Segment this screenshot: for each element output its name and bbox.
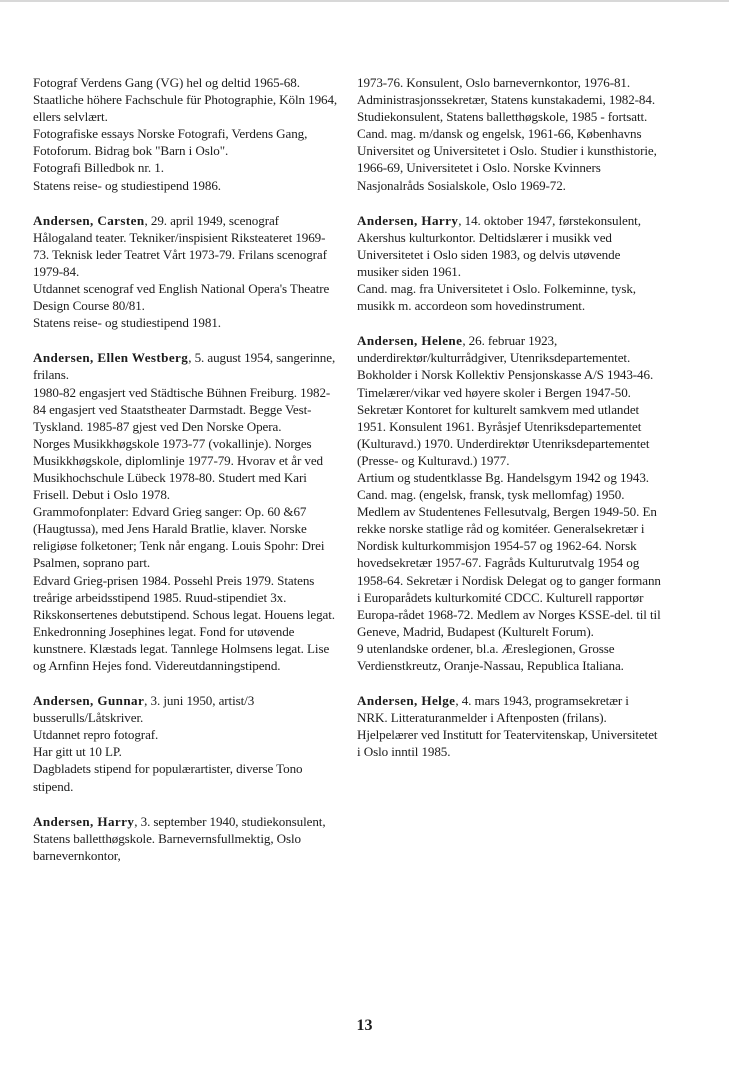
entry-andersen-carsten (33, 212, 338, 332)
entry-andersen-gunnar (33, 692, 338, 795)
entry-line: Statens reise- og studiestipend 1981. (33, 315, 221, 331)
entry-heading (357, 212, 662, 280)
entry-intro: , 4. mars 1943, programsekretær i NRK. Litteraturanmelder i Aftenposten (frilans). (357, 693, 629, 726)
entry-line: 1980-82 engasjert ved Städtische Bühnen Freiburg. 1982-84 engasjert ved Staatstheater Darmstadt. Begge Vest-Tyskland. 1985-87 gjest ved Den Norske Opera. (33, 384, 331, 434)
entry-heading (33, 813, 338, 864)
entry-line: Hjelpelærer ved Institutt for Teatervitenskap, Universitetet i Oslo inntil 1985. (357, 727, 658, 760)
entry-name: Andersen, Ellen Westberg (33, 350, 189, 366)
entry-line: 9 utenlandske ordener, bl.a. Æreslegionen, Grosse Verdienstkreutz, Oranje-Nassau, Republica Italiana. (357, 640, 624, 673)
entry-andersen-helene (357, 332, 662, 674)
entry-intro: , 3. september 1940, studiekonsulent, Statens balletthøgskole. Barnevernsfullmektig, Oslo barnevernkontor, (33, 813, 326, 863)
entry-line: Artium og studentklasse Bg. Handelsgym 1942 og 1943. Cand. mag. (engelsk, fransk, tysk mellomfag) 1950. (357, 469, 649, 503)
entry-heading (33, 212, 338, 280)
entry-line: Har gitt ut 10 LP. (33, 744, 122, 760)
entry-line: Dagbladets stipend for populærartister, diverse Tono stipend. (33, 761, 303, 794)
entry-line: Utdannet repro fotograf. (33, 727, 159, 743)
entry-andersen-helge (357, 692, 662, 760)
entry-heading (357, 332, 662, 366)
entry-line: Staatliche höhere Fachschule für Photographie, Köln 1964, ellers selvlært. (33, 92, 338, 125)
entry-line: Norges Musikkhøgskole 1973-77 (vokallinje). Norges Musikkhøgskole, diplomlinje 1977-79. Hvorav et år ved Musikhochschule Lübeck 1978-80. Studert med Kari Frisell. Debut i Oslo 1978. (33, 435, 323, 503)
entry-line: Cand. mag. fra Universitetet i Oslo. Folkeminne, tysk, musikk m. accordeon som hovedinstrument. (357, 281, 636, 314)
entry-line: 1973-76. Konsulent, Oslo barnevernkontor, 1976-81. Administrasjonssekretær, Statens kunstakademi, 1982-84. Studiekonsulent, Statens balletthøgskole, 1985 - fortsatt. (357, 75, 656, 125)
entry-line: Medlem av Studentenes Fellesutvalg, Bergen 1949-50. En rekke norske statlige råd og komitéer. Generalsekretær i Nordisk kulturkommisjon 1954-57 og 1962-64. Norsk hovedsekretær 1957-67. Fagråds Kulturutvalg 1954 og 1958-64. Sekretær i Nordisk Delegat og to ganger formann i Europarådets kulturkomité CDCC. Kulturell rapportør Europa-rådet 1968-72. Medlem av Norges KSSE-del. til til Geneve, Madrid, Budapest (Kulturelt Forum). (357, 504, 661, 639)
entry-line: Cand. mag. m/dansk og engelsk, 1961-66, Københavns Universitet og Universitetet i Oslo. Studier i kunsthistorie, 1966-69, Universitetet i Oslo. Norske Kvinners Nasjonalråds Sosialskole, Oslo 1969-72. (357, 126, 657, 193)
entry-name: Andersen, Harry (357, 212, 459, 228)
entry-line: Grammofonplater: Edvard Grieg sanger: Op. 60 &67 (Haugtussa), med Jens Harald Bratlie, klaver. Norske religiøse folketoner; Tenk når engang. Louis Spohr: Drei Psalmen, soprano part. (33, 504, 325, 571)
entry-intro: , 5. august 1954, sangerinne, frilans. (33, 350, 336, 383)
entry-line: Edvard Grieg-prisen 1984. Possehl Preis 1979. Statens treårige arbeidsstipend 1985. Ruud-stipendiet 3x. Rikskonsertenes debutstipend. Schous legat. Houens legat. Enkedronning Josephines legat. Fond for utøvende kunstnere. Klæstads legat. Tannlege Holmsens legat. Lise og Arnfinn Hejes fond. Videreutdanningstipend. (33, 572, 335, 673)
entry-line: Fotografi Billedbok nr. 1. (33, 160, 164, 176)
entry-intro: , 14. oktober 1947, førstekonsulent, Akershus kulturkontor. Deltidslærer i musikk ved Universitetet i Oslo siden 1983, og delvis utøvende musiker siden 1961. (357, 212, 641, 279)
entry-name: Andersen, Helene (357, 333, 463, 349)
entry-andersen-harry-1947 (357, 212, 662, 315)
continued-entry (357, 74, 662, 194)
entry-intro: , 29. april 1949, scenograf Hålogaland teater. Tekniker/inspisient Riksteateret 1969-73. Teknisk leder Teatret Vårt 1973-79. Frilans scenograf 1979-84. (33, 212, 327, 279)
entry-line: Fotograf Verdens Gang (VG) hel og deltid 1965-68. (33, 75, 300, 90)
right-column (357, 74, 662, 778)
entry-andersen-ellen-westberg (33, 349, 338, 674)
entry-intro: , 26. februar 1923, underdirektør/kulturrådgiver, Utenriksdepartementet. (357, 333, 631, 366)
top-edge-rule (0, 0, 729, 2)
left-column (33, 74, 338, 882)
entry-line: Bokholder i Norsk Kollektiv Pensjonskasse A/S 1943-46. Timelærer/vikar ved høyere skoler i Bergen 1947-50. Sekretær Kontoret for kulturelt samkvem med utlandet 1951. Konsulent 1961. Byråsjef Utenriksdepartementet (Kulturavd.) 1970. Underdirektør Utenriksdepartementet (Presse- og Kulturavd.) 1977. (357, 367, 654, 468)
entry-line: Statens reise- og studiestipend 1986. (33, 177, 221, 193)
entry-line: Fotografiske essays Norske Fotografi, Verdens Gang, Fotoforum. Bidrag bok "Barn i Oslo". (33, 126, 308, 159)
entry-heading (33, 692, 338, 726)
entry-name: Andersen, Gunnar (33, 693, 145, 709)
entry-andersen-harry-1940 (33, 813, 338, 864)
entry-heading (33, 349, 338, 383)
entry-name: Andersen, Harry (33, 813, 135, 829)
entry-heading (357, 692, 662, 726)
page-number: 13 (356, 1017, 373, 1034)
entry-name: Andersen, Helge (357, 693, 456, 709)
entry-name: Andersen, Carsten (33, 212, 145, 228)
continued-entry (33, 74, 338, 194)
entry-intro: , 3. juni 1950, artist/3 busserulls/Låtskriver. (33, 693, 255, 726)
entry-line: Utdannet scenograf ved English National Opera's Theatre Design Course 80/81. (33, 281, 330, 314)
